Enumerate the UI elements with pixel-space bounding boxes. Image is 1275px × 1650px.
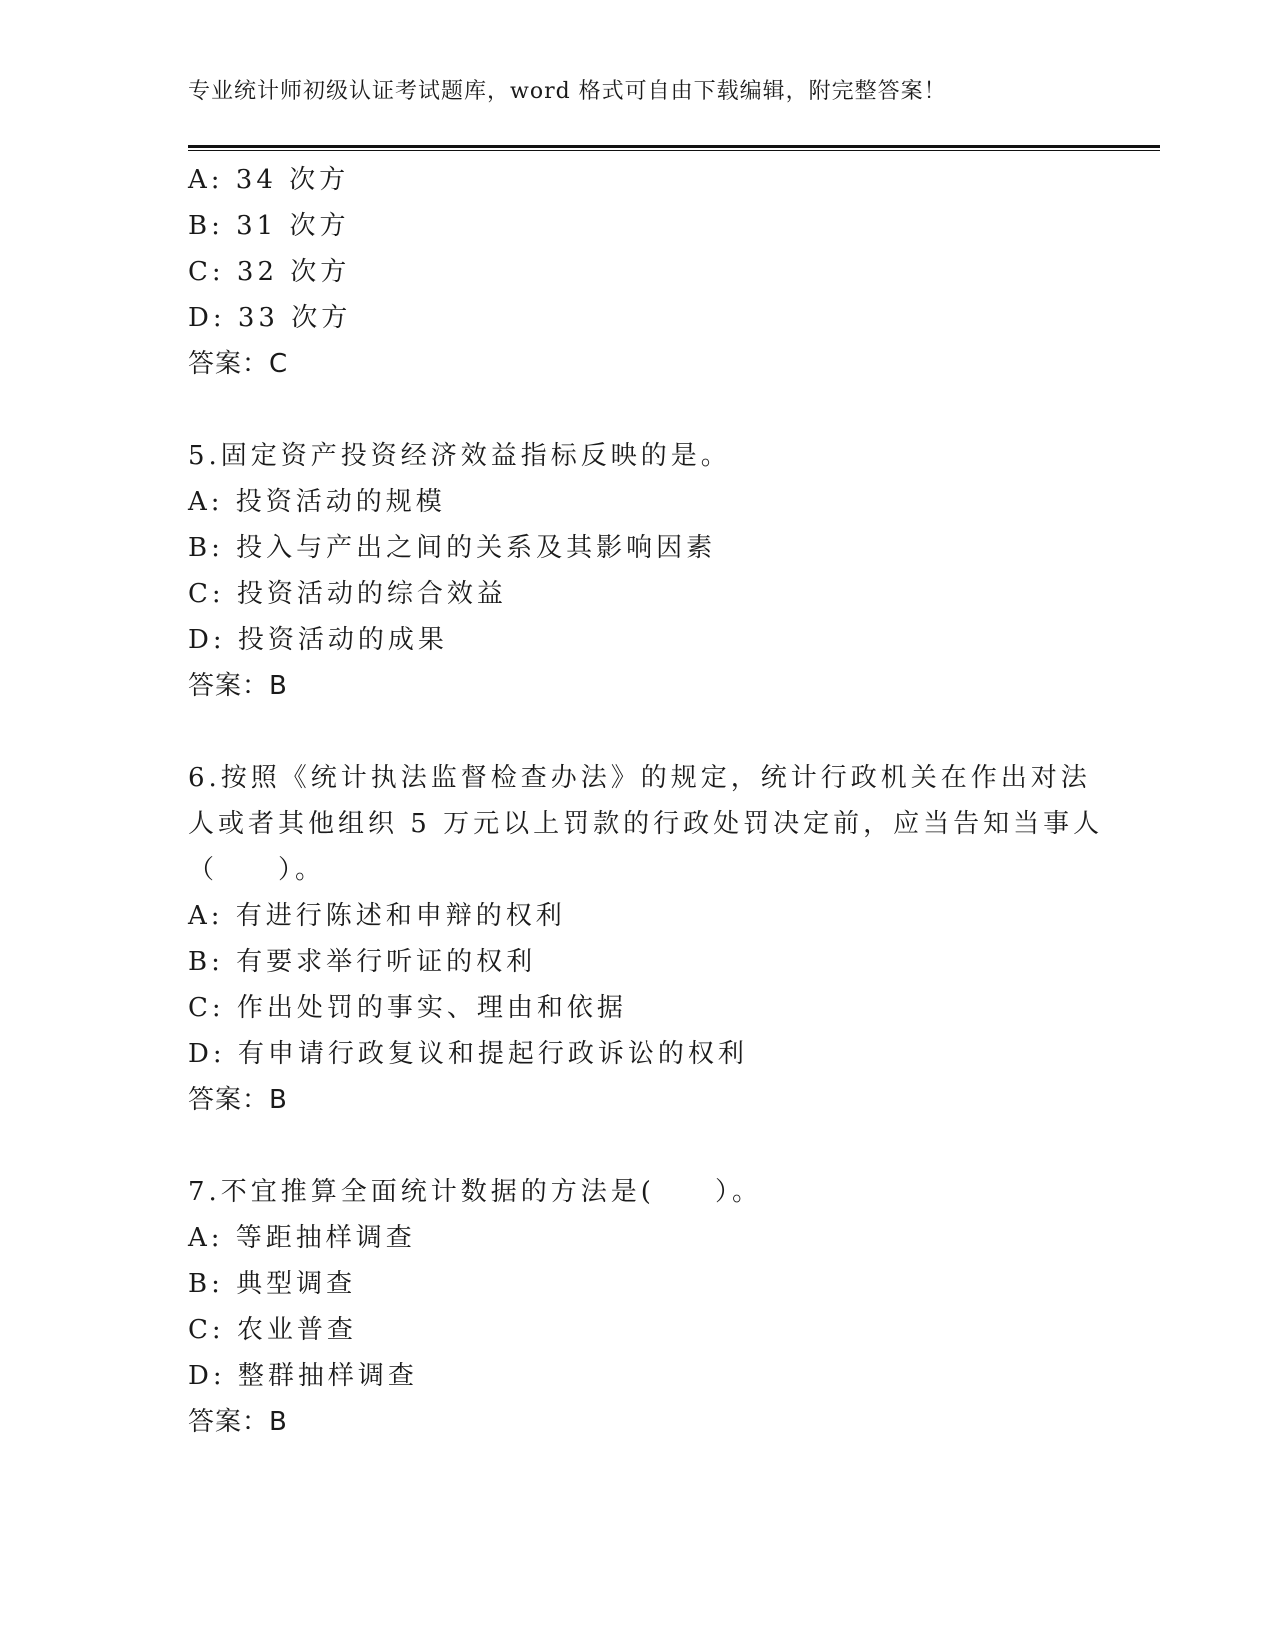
answer: 答案：C — [188, 349, 289, 379]
question-stem: 5.固定资产投资经济效益指标反映的是。 — [188, 441, 731, 471]
option-a: A: 有进行陈述和申辩的权利 — [188, 901, 566, 931]
answer: 答案：B — [188, 1085, 288, 1115]
option-a: A: 投资活动的规模 — [188, 487, 446, 517]
option-d: D: 整群抽样调查 — [188, 1361, 418, 1391]
option-a: A: 等距抽样调查 — [188, 1223, 416, 1253]
question-stem: 7.不宜推算全面统计数据的方法是( ）。 — [188, 1177, 762, 1207]
header-rule-thin — [188, 150, 1160, 151]
option-d: D: 投资活动的成果 — [188, 625, 448, 655]
question-5 — [188, 433, 1088, 709]
question-list — [188, 157, 1104, 1445]
question-4 — [188, 157, 1088, 387]
question-stem-line-2: 人或者其他组织 5 万元以上罚款的行政处罚决定前，应当告知当事人 — [188, 809, 1104, 839]
option-c: C: 作出处罚的事实、理由和依据 — [188, 993, 627, 1023]
option-b: B: 有要求举行听证的权利 — [188, 947, 537, 977]
option-c: C: 32 次方 — [188, 257, 351, 287]
answer: 答案：B — [188, 1407, 288, 1437]
question-6 — [188, 755, 1104, 1123]
option-b: B: 典型调查 — [188, 1269, 357, 1299]
option-b: B: 投入与产出之间的关系及其影响因素 — [188, 533, 717, 563]
option-a: A: 34 次方 — [188, 165, 350, 195]
option-d: D: 有申请行政复议和提起行政诉讼的权利 — [188, 1039, 748, 1069]
option-d: D: 33 次方 — [188, 303, 352, 333]
option-c: C: 投资活动的综合效益 — [188, 579, 507, 609]
option-c: C: 农业普查 — [188, 1315, 357, 1345]
page-header: 专业统计师初级认证考试题库，word 格式可自由下载编辑，附完整答案！ — [188, 79, 947, 104]
question-7 — [188, 1169, 1088, 1445]
question-stem-line-3: （ ）。 — [188, 855, 326, 885]
answer: 答案：B — [188, 671, 288, 701]
option-b: B: 31 次方 — [188, 211, 350, 241]
header-rule-thick — [188, 145, 1160, 148]
question-stem-line-1: 6.按照《统计执法监督检查办法》的规定，统计行政机关在作出对法 — [188, 763, 1091, 793]
